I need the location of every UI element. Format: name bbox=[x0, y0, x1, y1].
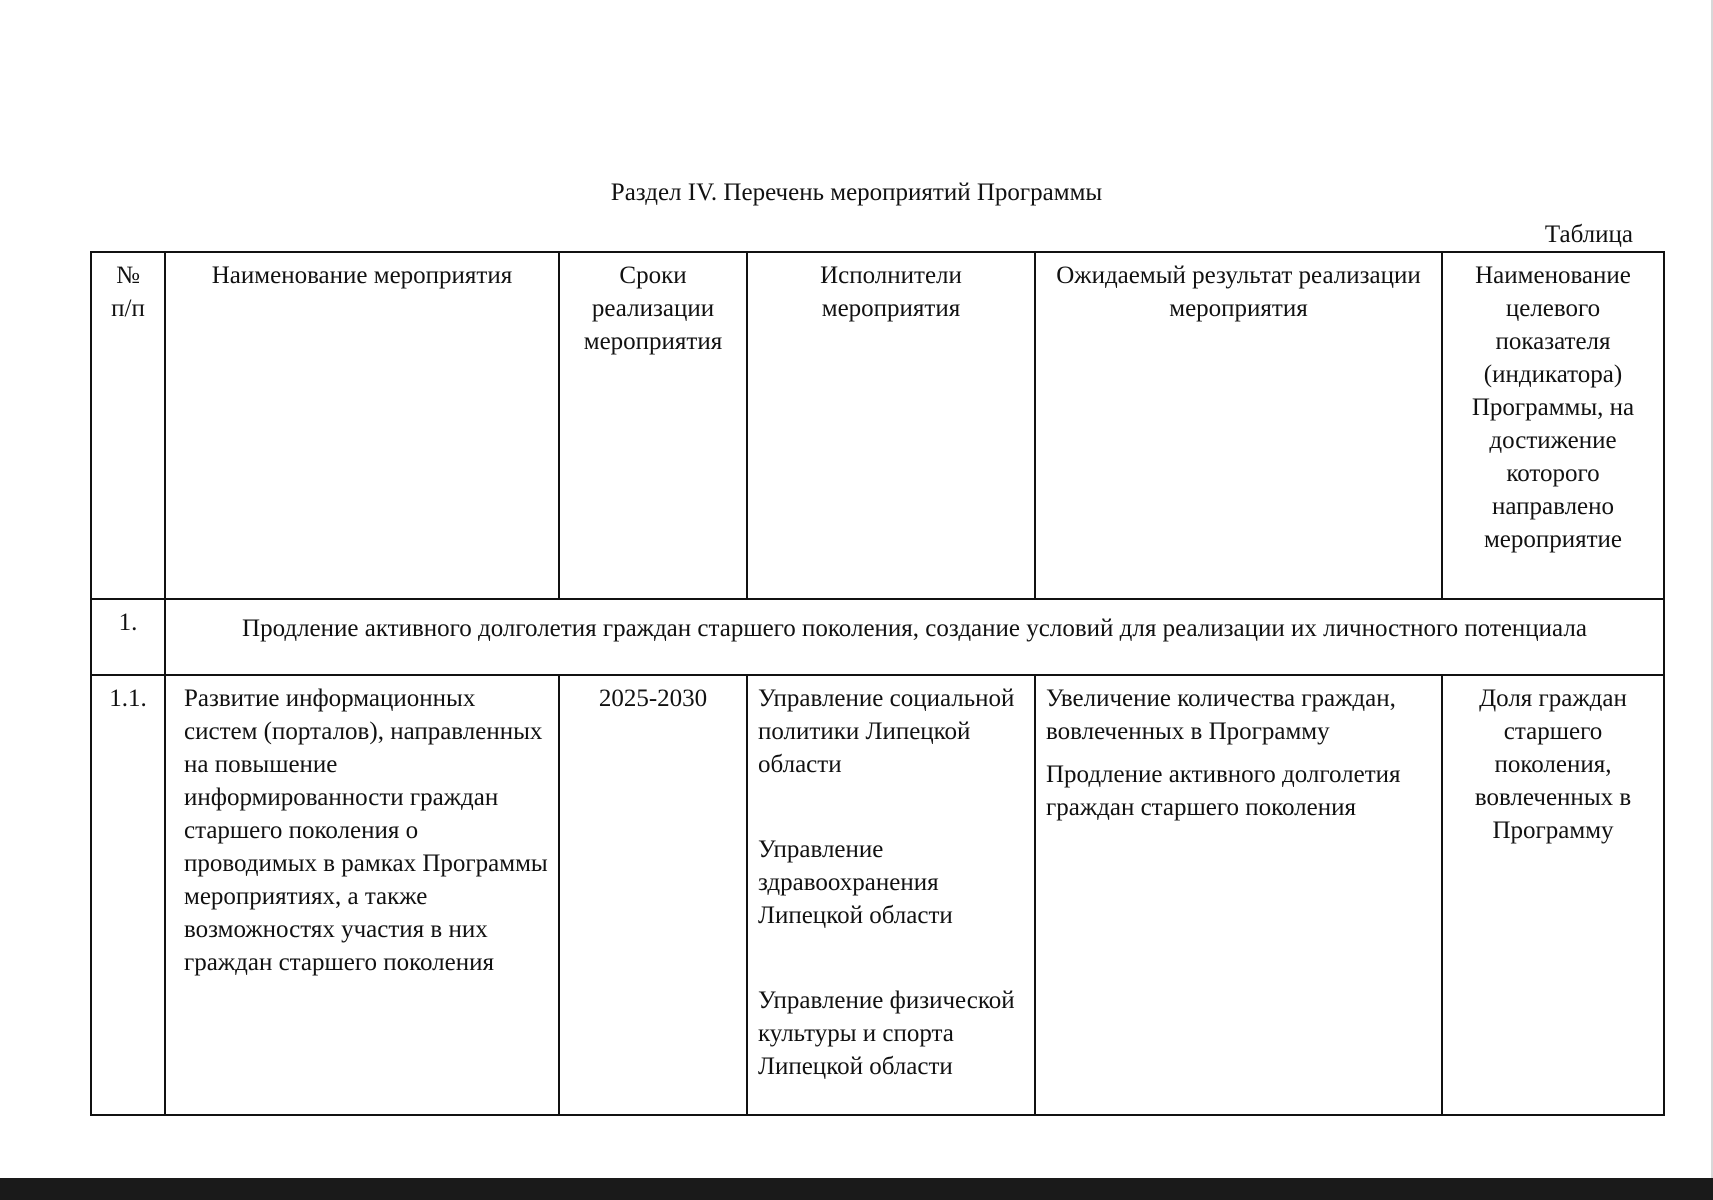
header-row bbox=[91, 252, 1664, 599]
header-indicator: Наименование целевого показателя (индикатора) Программы, на достижение которого направлено мероприятие bbox=[1442, 252, 1664, 599]
executor-social-policy: Управление социальной политики Липецкой области bbox=[758, 685, 1015, 778]
section-number: 1. bbox=[91, 599, 165, 675]
table-row bbox=[91, 675, 1664, 1115]
result-longevity: Продление активного долголетия граждан старшего поколения bbox=[1046, 761, 1401, 821]
row-indicator: Доля граждан старшего поколения, вовлеченных в Программу bbox=[1442, 675, 1664, 1115]
table-caption: Таблица bbox=[1544, 221, 1633, 248]
scan-edge-bottom bbox=[0, 1178, 1713, 1200]
header-name: Наименование мероприятия bbox=[165, 252, 559, 599]
row-results bbox=[1035, 675, 1442, 1115]
executor-healthcare: Управление здравоохранения Липецкой области bbox=[758, 836, 953, 929]
executor-sport: Управление физической культуры и спорта Липецкой области bbox=[758, 987, 1015, 1080]
result-involvement: Увеличение количества граждан, вовлеченных в Программу bbox=[1046, 685, 1396, 745]
section-title: Раздел IV. Перечень мероприятий Программы bbox=[610, 179, 1103, 206]
row-number: 1.1. bbox=[91, 675, 165, 1115]
events-table bbox=[90, 251, 1665, 1116]
header-executors: Исполнители мероприятия bbox=[747, 252, 1035, 599]
row-period: 2025-2030 bbox=[559, 675, 747, 1115]
row-executors bbox=[747, 675, 1035, 1115]
section-row bbox=[91, 599, 1664, 675]
header-number: № п/п bbox=[91, 252, 165, 599]
header-result: Ожидаемый результат реализации мероприятия bbox=[1035, 252, 1442, 599]
section-heading: Продление активного долголетия граждан старшего поколения, создание условий для реализации их личностного потенциала bbox=[165, 599, 1664, 675]
header-period: Сроки реализации мероприятия bbox=[559, 252, 747, 599]
row-name: Развитие информационных систем (порталов), направленных на повышение информированности граждан старшего поколения о проводимых в рамках Программы мероприятиях, а также возможностях участия в них граждан старшего поколения bbox=[165, 675, 559, 1115]
